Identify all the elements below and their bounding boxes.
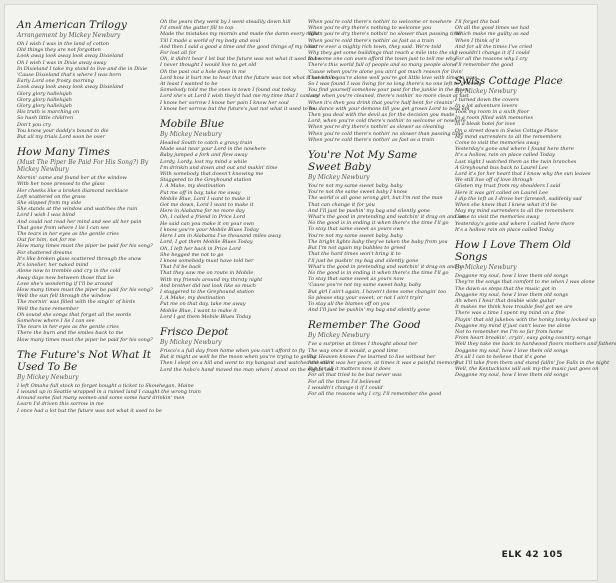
lyric-line: A Greyhound bus back to Laurel Lee [455,164,548,171]
lyric-lines [308,183,465,314]
lyric-lines [160,140,298,320]
lyric-line: And then I said a good a time and the good things of my heart [160,43,318,50]
song-credit: By Mickey Newbury [455,264,517,272]
lyric-line: How many times must the piper be paid for his song? [17,243,153,250]
lyric-line: The world is all gone wrong girl, but I'm not the man [308,195,443,202]
lyric-line: Lord it's for her heart that I know why the sun leaves [455,171,591,178]
lyric-line: But for all it matters now it does [308,366,391,373]
lyric-line: Doggone my soul, how I love them old songs [455,372,569,379]
lyric-line: Oh the past out a hole deep in me [160,68,246,75]
lyric-line: I dip the left as I drove her farewell, suddenly sad [455,195,582,202]
song-title: Swiss Cottage Place [455,74,563,87]
lyric-line: My mind surrenders to all the remembers [455,133,562,140]
lyric-line: I'll just be pushin' my bag and silently gone [308,257,419,264]
lyric-line: Lordy, Lordy, lost my mind a while [160,158,248,165]
song-block [160,118,298,320]
lyric-line: What's the good in pretending and watchin' it drag on and on [308,263,465,270]
lyric-line: Made the mistakes my mornin and made the damn every night [160,31,320,38]
lyric-line: So please stay your sweet, or not I ain't tryin' [308,294,424,301]
lyric-line: Ah when I hear that double wide guitar [455,297,556,304]
lyric-line: Old things they are not forgotten [17,47,101,54]
lyric-column-2 [160,19,338,379]
lyric-line: And still it was her years, at times it was a painful memory [308,359,458,366]
lyric-line: She slipped from my side [17,200,82,207]
lyric-line: When you're cold there's nothin' no slower than passing time [308,130,464,137]
lyric-line: That I'd be back [160,264,202,271]
lyric-line: I'm drinkin and down and out and makin' time [160,164,278,171]
lyric-line: Well the tune remember [17,305,79,312]
song-block [17,19,155,140]
lyric-line: Playin' that old jukebox with the honky tonky locked up [455,316,596,323]
lyric-line: Look away look away look away Dixieland [17,84,124,91]
lyric-line: And I'll just be pushin' my bag and silently gone [308,307,430,314]
lyric-line: And for all the times I've cried [455,43,533,50]
lyric-line: With her nose pressed to the glass [17,181,105,188]
lyric-line: That they saw me on route in Mobile [160,270,254,277]
lyric-line: I staggered to the Greyhound station [160,288,255,295]
lyric-line: Lord when you're cleaned, there's nothin' no more clean at last [308,93,469,100]
lyric-line: Well, the Kentuckians will ask my-the music just goes on [455,366,599,373]
lyric-line: I wouldn't change it if I could [455,50,530,57]
lyric-line: For lost all for [160,50,196,57]
song-title: An American Trilogy [17,19,127,31]
lyric-lines [455,19,593,69]
lyric-line: I know her sorrow but the future's just not what it used to be [160,105,316,112]
lyric-line: On a street down in Swiss Cottage Place [455,127,558,134]
lyric-line: Staggered to the Greyhound station [160,177,252,184]
lyric-lines [455,273,616,379]
lyric-line: There's this world full of people and so many people alone [308,62,457,69]
lyric-line: But I'm not again my bubbles to greed [308,245,406,252]
lyric-line: I, A Make, my destination [160,295,226,302]
lyric-line: No the good is in ending it when there's the time I'll go [308,269,449,276]
lyric-line: I'll remember the good [455,62,514,69]
song-block [17,348,201,414]
lyric-line: 'Cause you're not my same sweet baby, baby [308,282,421,289]
lyric-line: So hush little children [17,115,74,122]
lyric-line: In Dixieland I take my stand to live and die in Dixie [17,65,148,72]
lyric-line: So I was found I was living for so long there's no one left to grieving [308,81,482,88]
lyric-line: We still live off of love through [455,177,533,184]
lyric-line: I'll forget the bad [455,19,500,25]
lyric-lines [308,341,458,397]
lyric-line: 'Cause when you're alone you ain't got much reason for livin' [308,68,464,75]
lyric-line: The bright lights baby they've taken the baby from you [308,238,448,245]
lyric-line: In a room filled with memories [455,115,534,122]
song-credit: By Mickey Newbury [160,131,222,139]
lyric-line: When you're cold there's nothin' as fast as a train [308,37,435,44]
lyric-line: Doggone my soul, how I love them old songs [455,273,569,280]
lyric-line: When you're dry there's nothing to welcome you [308,25,432,32]
lyric-line: Made seat near your Lord in the nowhere [160,146,266,153]
lyric-line: Her cheeks like a broken diamond necklace [17,187,129,194]
lyric-line: The tears in her eyes as the gentle cries [17,231,119,238]
lyric-line: From heart breakin', cryin', easy going country songs [455,335,592,342]
lyric-line: Glory glory hallelujah [17,103,72,110]
lyric-line: Lord I wish I was blind [17,212,76,219]
lyric-line: The mornin' was filled with the singin' of birds [17,299,136,306]
lyric-line: Well the sun fell through the window [17,293,111,300]
lyric-line: Yesterday's gone and where I called here there [455,220,575,227]
lyric-line: Doggone my soul, how I love them old songs [455,291,569,298]
lyric-line: For all that tried to be but never was [308,372,402,379]
lyric-line: She stands at the window and watches the rain [17,206,138,213]
lyric-line: Glisten my trust from my shoulders I said [455,183,561,190]
song-title: The Future's Not What It Used To Be [17,348,151,373]
lyric-line: I've a surprise at times I thought about her [308,341,418,348]
lyric-line: For all the reasons why I cry, I'll remember the good [308,390,442,397]
lyric-line: It's like broken glass scattered through the snow [17,255,142,262]
lyric-line: When she knew that I knew what it'd be [455,202,558,209]
lyric-line: Love she's wondering if I'll be around [17,280,113,287]
lyric-line: Then I slept on a hill and went to my hangout and watched the stars [160,360,334,367]
song-credit: Arrangement by Mickey Newbury [17,32,121,39]
lyric-line: But Heaven knows I've learned to live without her [308,353,436,360]
lyric-line: Took my room in a sixth floor [455,109,530,116]
lyric-line: The dawn as steps that the music got in [455,285,557,292]
song-block [308,319,458,397]
lyric-line: Look away look away look away Dixieland [17,53,124,60]
lyric-line: Lord, when you're cold there's nothin' to welcome or nowhere [308,118,466,125]
lyric-line: When it's then you drink that you're half bent for cleanin' [308,99,454,106]
lyric-line: You dance with your demons till you get grown Lord to beat em [308,105,470,112]
song-title: Mobile Blue [160,118,225,131]
lyric-line: Mobile Blue, Lord I want to make it [160,195,251,202]
song-title: Remember The Good [308,319,421,332]
lyric-line: At least I wanted to be [160,81,218,88]
lyric-line: Around some fast many women and some some hard drinkin' men [17,395,185,402]
lyric-line: But some one can even afford the town just to tell me why [308,56,456,63]
lyric-line: Not to remember me I'm so far from home [455,328,563,335]
lyric-line: For all the times I'd believed [308,378,381,385]
song-credit: By Mickey Newbury [17,373,79,381]
lyric-line: I never thought I would live to get old [160,62,257,69]
lyric-line: They're the songs that comfort to me when I was alone [455,279,595,286]
lyric-line: I know you're your Mobile Blues Today [160,226,259,233]
lyric-line: Learn I'd driven this sorrow in me [17,401,104,408]
lyric-lines [455,97,593,233]
lyric-line: It's lonelier, her naked mind [17,262,89,269]
lyric-line: I know somebody must have told her [160,257,254,264]
lyric-line: Baby jumped a fork and flew away [160,152,248,159]
lyric-line: It's all I can to believe that it's gone [455,353,547,360]
lyric-line: There the burn and the smiles back to me [17,330,124,337]
lyric-line: May my mind surrenders to all the remembers [455,208,574,215]
lyric-line: Mobile Blue, I want to make it [160,307,237,314]
lyric-line: I left Omaha full stock to forget bought a ticket to Skowhegan, Maine [17,382,194,389]
song-title: How Many Times [17,146,110,159]
lyric-line: I know her sorrow I know her pain I know her soul [160,99,289,106]
lyric-line: For shattered dreams [17,249,72,256]
lyric-line: He said can you make it on your own [160,220,254,227]
lyric-line: It's a hollow rain on place called Today [455,226,554,233]
lyric-line: How many times must the piper be paid for his song? [17,286,153,293]
lyric-line: Which make me guilty as sad [455,31,530,38]
lyric-line: But it might as well be the moon when you're trying to get by [160,354,317,361]
lyric-line: Put me on that day, take me away [160,301,246,308]
lyric-line: Away days now between those that lie [17,274,114,281]
catalog-number: ELK 42 105 [501,550,563,560]
lyric-line: When you're cold there's nothin' as fast as a train [308,136,435,143]
lyric-line: Well they take me back to hardwood floors mothers and fathers [455,341,616,348]
lyric-line: When I think of it [455,37,500,44]
lyric-line: Doggone my soul, how I love them old songs [455,347,569,354]
lyric-line: You're not the same sweet baby I know [308,189,408,196]
lyric-line: Here it was girl called on Laurel Lee [455,189,549,196]
lyric-line: What's the good in pretending and watchin' it drag on and on [308,214,465,221]
lyric-line: Glory glory hallelujah [17,90,72,97]
lyric-line: Left scattered on the grass [17,193,86,200]
lyric-line: It's a hollow, rain on place called Today [455,152,555,159]
lyric-line: I turned down the covers [455,96,519,103]
lyric-line: It makes me think how trouble feel got we are [455,304,573,311]
lyric-line: Yesterday's gone and where I found here there [455,146,574,153]
song-block [160,325,335,373]
lyric-line: But all my trials Lord soon be over [17,134,105,141]
lyric-line: Got me down, Lord I want to make it [160,202,254,209]
song-block [17,146,155,342]
lyric-line: That the hard times won't bring it to [308,251,401,258]
lyric-lines [17,175,155,342]
lyric-line: I'd smell the gutter fill to top [160,25,234,32]
lyric-column-4 [455,19,616,385]
lyric-line: Here in Alabama for no more day [160,208,245,215]
lyric-line: With somebody that doesn't knowing me [160,171,264,178]
lyric-line: That gone from where I lie I can see [17,224,110,231]
song-title: Frisco Depot [160,325,229,338]
lyric-line: How many times must the piper be paid for his song? [17,336,153,343]
lyric-line: Then you deal with the devil as for the decision you made [308,112,455,119]
lyric-line: You're not my same sweet baby, baby [308,232,403,239]
lyric-line: Somebody told me the ones in town I found out today [160,87,296,94]
lyric-line: Oh all the good times we had [455,25,530,32]
lyric-line: But girl I ain't again, I haven't done some changin' too [308,288,447,295]
lyric-line: Glory glory hallelujah [17,96,72,103]
lyric-line: To stay that same sweet as yours now [308,276,404,283]
lyric-line: And brother did not look like so much [160,282,256,289]
song-credit: By Mickey Newbury [308,332,370,340]
lyric-line: Alone now to tremble and cry in the cold [17,268,121,275]
song-credit: By Mickey Newbury [160,338,222,346]
lyric-line: Put me off in bay, take me away [160,189,241,196]
lyric-line: I wound up in Seattle wrapped in a ruined land I caught the wrong train [17,388,201,395]
lyric-line: Headed South to catch a gravy train [160,140,253,147]
lyric-line: Mornin' came and found her at the window [17,175,127,182]
song-block [455,19,593,69]
lyric-line: The tears in her eyes as the gentle cries [17,324,119,331]
song-block [160,19,338,112]
lyric-line: And I'll just be pushin' my bag and silently gone [308,207,430,214]
lyric-lines [17,382,201,414]
lyric-line: To stay all the blames off on you [308,300,390,307]
song-title: How I Love Them Old Songs [455,239,572,264]
lyric-line: When you're cold there's nothin' to welcome or nowhere [308,19,452,25]
song-block [455,75,593,233]
lyric-line: Early Lord one frosty morning [17,78,94,85]
lyric-line: 'Cause Dixieland that's where I was born [17,72,122,79]
lyric-line: His truth is marching on [17,109,80,116]
lyric-line: Oh I wish I was in Dixie away away [17,59,107,66]
lyric-line: Here I am in Alabama I've thousand miles away [160,233,282,240]
lyric-line: But I'll take from them and stand fallin' Joe Falls in the night [455,359,610,366]
song-block [455,239,616,379]
lyric-line: The way once it would, a good time [308,347,398,354]
lyric-line: Till I made a world of my body and soul [160,37,261,44]
lyric-line: To stay that same sweet as yours own [308,226,404,233]
lyric-line: Come to visit the memories away [455,140,540,147]
lyric-line: Lord I got them Mobile Blues Today [160,313,252,320]
lyric-line: Oh the years they went by I went steadily down hill [160,19,291,25]
song-credit: By Mickey Newbury [308,174,370,182]
lyric-line: You're not my same sweet baby, baby [308,183,403,190]
lyric-line: Last night I watched them as the twin branches [455,158,577,165]
lyric-line: I once had a lot but the future was not what it used to be [17,407,162,414]
lyric-line: Oh, I left her back in Price Lord [160,245,241,252]
lyric-sheet [4,4,616,581]
lyric-line: In a lot adventure lovers [455,102,518,109]
lyric-line: Lord the hobo's hand moved me man when I stood on the nights lost [160,366,335,373]
lyric-line: Out for him, not for me [17,237,76,244]
lyric-lines [160,347,335,373]
song-credit: By Mickey Newbury [455,87,517,95]
lyric-lines [17,41,155,140]
lyric-line: With my friends around my thirsty night [160,276,263,283]
lyric-line: Lord, I got them Mobile Blues Today [160,239,253,246]
lyric-line: Come to visit the memories away [455,214,540,221]
lyric-line: Oh I wish I was in the land of cotton [17,41,109,47]
lyric-line: Oh, I called a friend in Price Lord [160,214,246,221]
lyric-line: Lord she's at Lord I wish they'd had me my time that I can say [160,93,319,100]
lyric-lines [160,19,338,112]
lyric-line: You know your daddy's bound to die [17,127,109,134]
lyric-line: She begged me not to go [160,251,224,258]
song-block [308,149,465,314]
lyric-line: Lord how it hurt me to hear that the future was not what it used to be [160,74,338,81]
lyric-line: And could not read her mind and see all her pain [17,218,142,225]
lyric-line: Somehow where I lie I can see [17,317,95,324]
lyric-line: When you're dry there's nothin' no slower than passing time [308,31,462,38]
lyric-line: Don't you cry [17,121,51,128]
song-credit: (Must The Piper Be Paid For His Song?) By Mickey Newbury [17,159,149,174]
lyric-line: Why they get some buildings that reach a mile into the sky [308,50,458,57]
lyric-line: You're ever a mighty rich town, they said. We're told [308,43,442,50]
lyric-line: I wouldn't change it if I could [308,384,383,391]
lyric-line: Oh, it didn't hear I let but the future was not what it used to be [160,56,321,63]
lyric-line: That can change it for you [308,201,375,208]
lyric-line: In a bleak hotel for love [455,121,516,128]
lyric-line: I, A Make, my destination [160,183,226,190]
lyric-line: You find yourself somehow your past for the junkie in the dawn [308,87,469,94]
lyric-line: Frisco's a full day from home when you can't afford to fly [160,347,305,354]
lyric-line: There was a time I spent my mind on a fine [455,310,565,317]
lyric-line: Oh sound she songs that forget all the words [17,311,132,318]
lyric-line: That while you're alone well you're got little love with time to pass [308,74,478,81]
lyric-line: Doggone my mind if just can't leave me alone [455,322,571,329]
song-title: You're Not My Same Sweet Baby [308,149,418,174]
lyric-line: When you're dry there's nothin' as slower as cleaning [308,124,445,131]
lyric-line: For all the reasons why I cry [455,56,528,63]
lyric-line: No the good is in ending it when there's the time I'll go [308,220,449,227]
